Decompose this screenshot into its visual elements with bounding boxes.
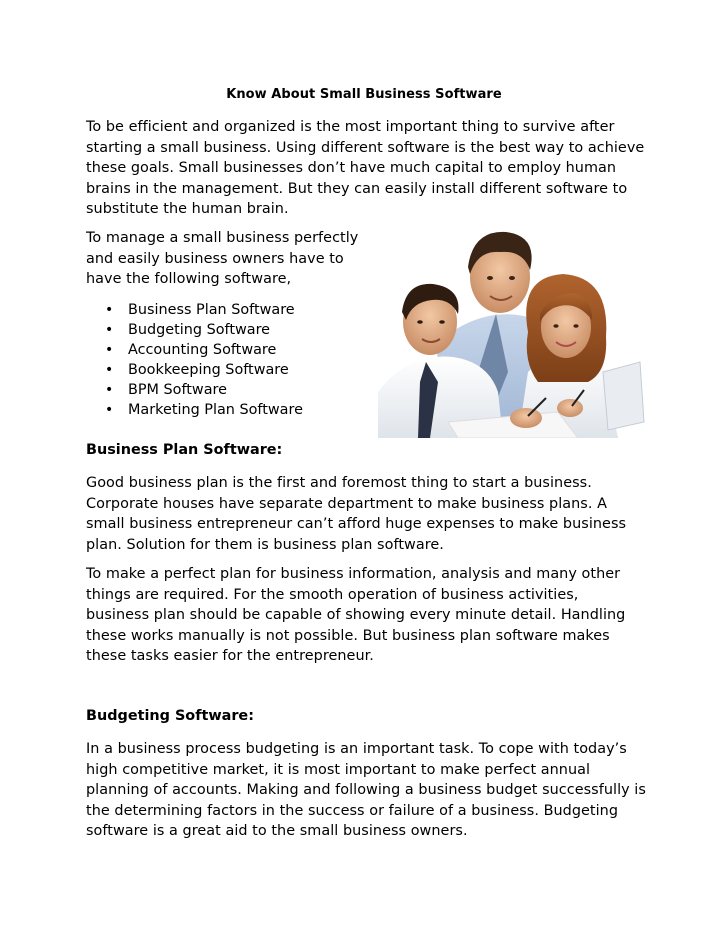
list-item: • BPM Software — [105, 380, 303, 400]
manage-intro-paragraph: To manage a small business perfectly and easily business owners have to have the following software, — [86, 230, 359, 287]
software-list — [105, 300, 303, 420]
section-paragraph: Good business plan is the first and foremost thing to start a business. Corporate houses have separate department to make business plans. A small business entrepreneur can’t afford huge expenses to make business plan. Solution for them is business plan software. — [86, 475, 627, 553]
list-item: • Marketing Plan Software — [105, 400, 303, 420]
section-heading: Business Plan Software: — [86, 442, 283, 458]
document-title: Know About Small Business Software — [226, 87, 502, 102]
business-team-photo — [378, 222, 646, 438]
list-item: • Accounting Software — [105, 340, 303, 360]
section-paragraph: To make a perfect plan for business information, analysis and many other things are required. For the smooth operation of business activities, business plan should be capable of showing every minute detail. Handling these works manually is not possible. But business plan software makes these tasks easier for the entrepreneur. — [86, 566, 626, 664]
list-item: • Business Plan Software — [105, 300, 303, 320]
list-item: • Bookkeeping Software — [105, 360, 303, 380]
section-paragraph: In a business process budgeting is an important task. To cope with today’s high competitive market, it is most important to make perfect annual planning of accounts. Making and following a business budget successfully is the determining factors in the success or failure of a business. Budgeting software is a great aid to the small business owners. — [86, 741, 646, 839]
intro-paragraph: To be efficient and organized is the most important thing to survive after starting a small business. Using different software is the best way to achieve these goals. Small businesses don’t have much capital to employ human brains in the management. But they can easily install different software to substitute the human brain. — [86, 119, 645, 217]
list-item: • Budgeting Software — [105, 320, 303, 340]
section-heading: Budgeting Software: — [86, 708, 254, 724]
